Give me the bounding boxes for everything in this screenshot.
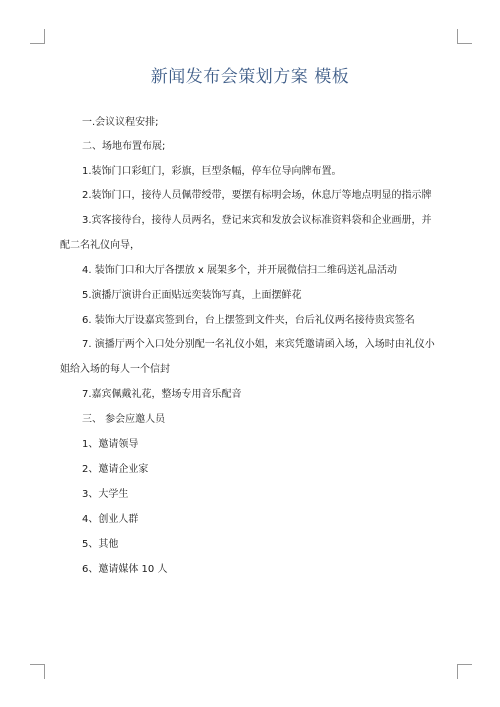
body-line: 1.装饰门口彩虹门，彩旗，巨型条幅，停车位导向牌布置。 [82, 166, 342, 177]
body-line: 5.演播厅演讲台正面贴远奕装饰写真，上面摆鲜花 [82, 290, 302, 301]
body-line: 5、其他 [82, 539, 119, 550]
document-title: 新闻发布会策划方案 模板 [150, 67, 350, 87]
body-line: 7.嘉宾佩戴礼花，整场专用音乐配音 [82, 389, 242, 400]
body-line: 姐给入场的每人一个信封 [60, 364, 170, 375]
body-line: 2.装饰门口，接待人员佩带绶带，要摆有标明会场，休息厅等地点明显的指示牌 [82, 190, 432, 201]
body-line: 二、场地布置布展; [82, 141, 166, 152]
body-line: 3.宾客接待台，接待人员两名，登记来宾和发放会议标准资料袋和企业画册，并 [82, 215, 432, 226]
body-line: 2、邀请企业家 [82, 464, 149, 475]
body-line: 6. 装饰大厅设嘉宾签到台，台上摆签到文件夹，台后礼仪两名接待贵宾签名 [82, 315, 415, 326]
crop-mark-top-left [30, 29, 45, 44]
crop-mark-top-right [457, 29, 472, 44]
body-line: 3、大学生 [82, 489, 129, 500]
crop-mark-bottom-left [30, 664, 45, 679]
body-line: 1、邀请领导 [82, 439, 139, 450]
crop-mark-bottom-right [457, 664, 472, 679]
body-line: 6、邀请媒体 10 人 [82, 564, 168, 575]
body-line: 配二名礼仪向导， [60, 240, 140, 251]
body-line: 4、创业人群 [82, 514, 139, 525]
body-line: 4. 装饰门口和大厅各摆放 x 展架多个，并开展微信扫二维码送礼品活动 [82, 265, 397, 276]
body-line: 一.会议议程安排; [82, 117, 159, 128]
body-line: 三、 参会应邀人员 [82, 414, 166, 425]
body-line: 7. 演播厅两个入口处分别配一名礼仪小姐，来宾凭邀请函入场，入场时由礼仪小 [82, 339, 435, 350]
